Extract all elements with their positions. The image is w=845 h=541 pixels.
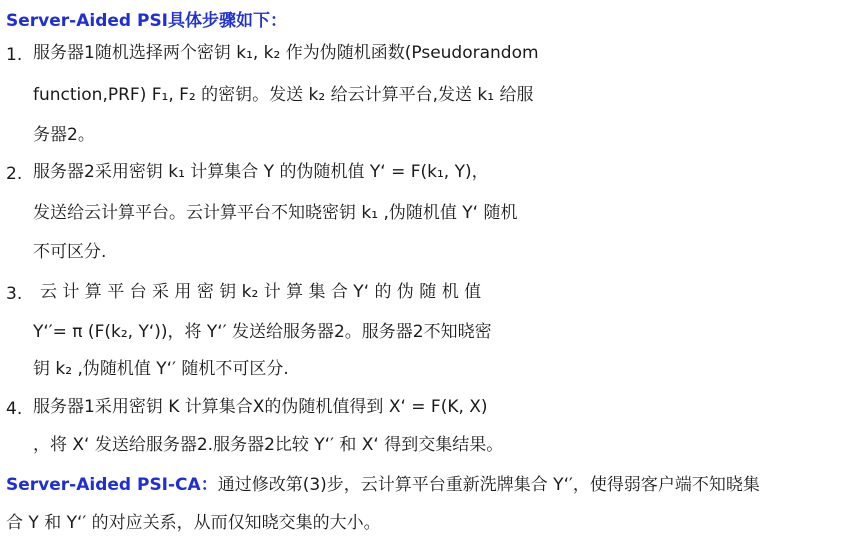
step-1-line-1: 服务器1随机选择两个密钥 k₁, k₂ 作为伪随机函数(Pseudorandom [33,43,539,63]
step-2-line-1: 服务器2采用密钥 k₁ 计算集合 Y 的伪随机值 Y‘ = F(k₁, Y)， [33,162,489,182]
step-4-line-2: ，将 X‘ 发送给服务器2.服务器2比较 Y‘′ 和 X‘ 得到交集结果。 [33,435,504,455]
step-3-line-3: 钥 k₂ ,伪随机值 Y‘′ 随机不可区分. [33,359,289,379]
step-1-line-2: function,PRF) F₁, F₂ 的密钥。发送 k₂ 给云计算平台,发送 k₁ 给服 [33,85,534,105]
step-3-line-1: 云 计 算 平 台 采 用 密 钥 k₂ 计 算 集 合 Y‘ 的 伪 随 机 值 [40,282,482,302]
step-number-1: 1. [6,45,23,65]
step-number-2: 2. [6,164,23,184]
psi-ca-line-2: 合 Y 和 Y‘′ 的对应关系，从而仅知晓交集的大小。 [6,513,381,533]
step-3-line-2: Y‘′= π (F(k₂, Y‘))，将 Y‘′ 发送给服务器2。服务器2不知晓密 [33,322,492,342]
psi-ca-line-1 [6,474,760,496]
step-number-4: 4. [6,399,23,419]
psi-ca-text-1: 通过修改第(3)步，云计算平台重新洗牌集合 Y‘′，使得弱客户端不知晓集 [217,475,760,495]
step-1-line-3: 务器2。 [33,125,95,145]
psi-ca-colon: ： [200,475,218,495]
psi-ca-label: Server-Aided PSI-CA [6,475,201,495]
step-4-line-1: 服务器1采用密钥 K 计算集合X的伪随机值得到 X‘ = F(K, X) [33,397,488,417]
step-2-line-3: 不可区分. [33,242,107,262]
step-number-3: 3. [6,284,23,304]
section-heading: Server-Aided PSI具体步骤如下： [6,11,288,31]
step-2-line-2: 发送给云计算平台。云计算平台不知晓密钥 k₁ ,伪随机值 Y‘ 随机 [33,203,518,223]
